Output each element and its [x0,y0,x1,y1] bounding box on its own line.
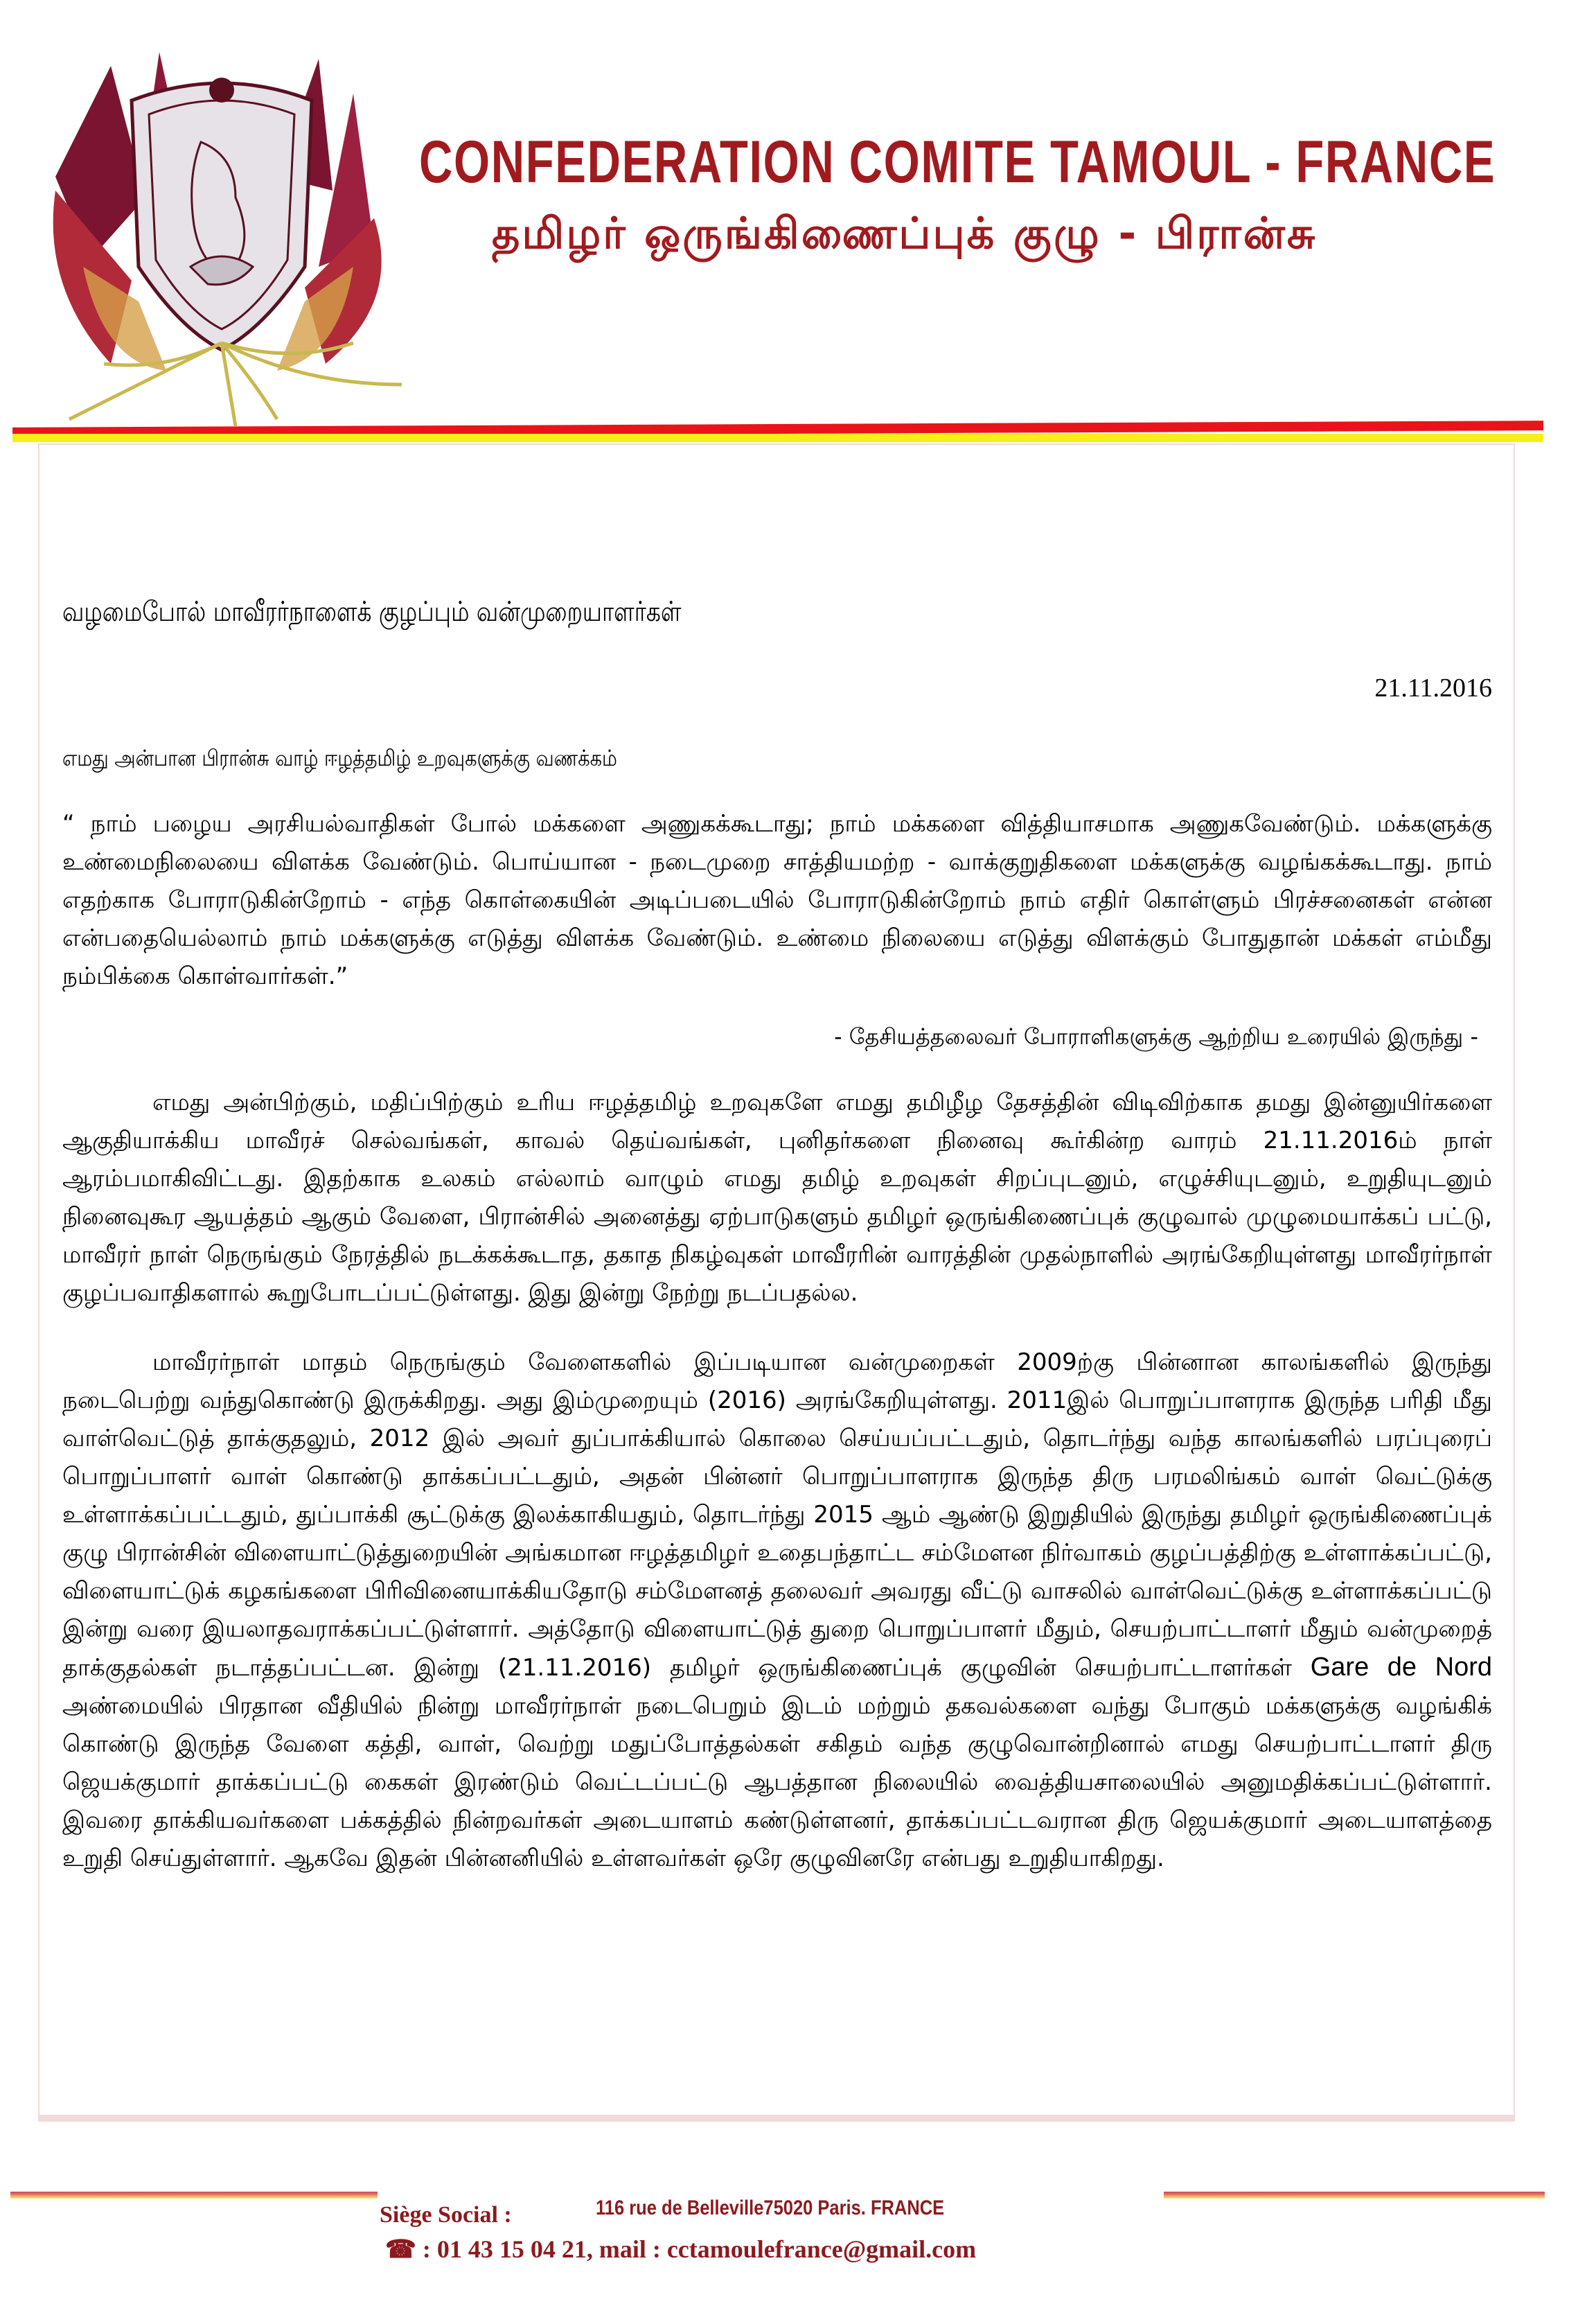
organization-name-english: CONFEDERATION COMITE TAMOUL - FRANCE [419,129,1496,195]
telephone-icon: ☎ [385,2235,416,2263]
emblem-flower-logo [28,38,416,426]
paragraph-3-part1: மாவீரர்நாள் மாதம் நெருங்கும் வேளைகளில் இப்படியான வன்முறைகள் 2009ற்கு பின்னான காலங்களில் இருந்து நடைபெற்று வந்துகொண்டு இருக்கிறது. அது இம்முறையும் (2016) அரங்கேறியுள்ளது. 2011இல் பொறுப்பாளராக இருந்த பரிதி மீது வாள்வெட்டுத் தாக்குதலும், 2012 இல் அவர் துப்பாக்கியால் கொலை செய்யப்பட்டதும், தொடர்ந்து வந்த காலங்களில் பரப்புரைப் பொறுப்பாளர் வாள் கொண்டு தாக்கப்பட்டதும், அதன் பின்னர் பொறுப்பாளராக இருந்த திரு பரமலிங்கம் வாள் வெட்டுக்கு உள்ளாக்கப்பட்டதும், துப்பாக்கி சூட்டுக்கு இலக்காகியதும், தொடர்ந்து 2015 ஆம் ஆண்டு இறுதியில் இருந்து தமிழர் ஒருங்கிணைப்புக் குழு பிரான்சின் விளையாட்டுத்துறையின் அங்கமான ஈழத்தமிழர் உதைபந்தாட்ட சம்மேளன நிர்வாகம் குழப்பத்திற்கு உள்ளாக்கப்பட்டு, விளையாட்டுக் கழகங்களை பிரிவினையாக்கியதோடு சம்மேளனத் தலைவர் அவரது வீட்டு வாசலில் வாள்வெட்டுக்கு உள்ளாக்கப்பட்டு இன்று வரை இயலாதவராக்கப்பட்டுள்ளார். அத்தோடு விளையாட்டுத் துறை பொறுப்பாளர் மீதும், செயற்பாட்டாளர் மீதும் வன்முறைத் தாக்குதல்கள் நடாத்தப்பட்டன. இன்று (21.11.2016) தமிழர் ஒருங்கிணைப்புக் குழுவின் செயற்பாட்டாளர்கள் [62,1348,1492,1682]
flower-stamens [69,343,402,426]
place-name: Gare de Nord [1310,1653,1492,1682]
paragraph-2: எமது அன்பிற்கும், மதிப்பிற்கும் உரிய ஈழத்தமிழ் உறவுகளே எமது தமிழீழ தேசத்தின் விடிவிற்காக தமது இன்னுயிர்களை ஆகுதியாக்கிய மாவீரச் செல்வங்கள், காவல் தெய்வங்கள், புனிதர்களை நினைவு கூர்கின்ற வாரம் 21.11.2016ம் நாள் ஆரம்பமாகிவிட்டது. இதற்காக உலகம் எல்லாம் வாழும் எமது தமிழ் உறவுகள் சிறப்புடனும், எழுச்சியுடனும், உறுதியுடனும் நினைவுகூர ஆயத்தம் ஆகும் வேளை, பிரான்சில் அனைத்து ஏற்பாடுகளும் தமிழர் ஒருங்கிணைப்புக் குழுவால் முழுமையாக்கப் பட்டு, மாவீரர் நாள் நெருங்கும் நேரத்தில் நடக்கக்கூடாத, தகாத நிகழ்வுகள் மாவீரரின் வாரத்தின் முதல்நாளில் அரங்கேறியுள்ளது மாவீரர்நாள் குழப்பவாதிகளால் கூறுபோடப்பட்டுள்ளது. இது இன்று நேற்று நடப்பதல்ல. [62,1089,1492,1307]
organization-name-tamil: தமிழர் ஒருங்கிணைப்புக் குழு - பிரான்சு [492,208,1318,258]
quote-attribution: - தேசியத்தலைவர் போராளிகளுக்கு ஆற்றிய உரையில் இருந்து - [834,1023,1478,1050]
document-title: வழமைபோல் மாவீரர்நாளைக் குழப்பும் வன்முறையாளர்கள் [62,596,682,628]
greeting: எமது அன்பான பிரான்சு வாழ் ஈழத்தமிழ் உறவுகளுக்கு வணக்கம் [62,745,617,771]
leader-quote: “ நாம் பழைய அரசியல்வாதிகள் போல் மக்களை அணுகக்கூடாது; நாம் மக்களை வித்தியாசமாக அணுகவேண்டும். மக்களுக்கு உண்மைநிலையை விளக்க வேண்டும். பொய்யான - நடைமுறை சாத்தியமற்ற - வாக்குறுதிகளை மக்களுக்கு வழங்கக்கூடாது. நாம் எதற்காக போராடுகின்றோம் - எந்த கொள்கையின் அடிப்படையில் போராடுகின்றோம் நாம் எதிர் கொள்ளும் பிரச்சனைகள் என்ன என்பதையெல்லாம் நாம் மக்களுக்கு எடுத்து விளக்க வேண்டும். உண்மை நிலையை எடுத்து விளக்கும் போதுதான் மக்கள் எம்மீது நம்பிக்கை கொள்வார்கள்.” [62,810,1492,990]
header-band-yellow [12,434,1543,442]
footer-address: 116 rue de Belleville75020 Paris. FRANCE [596,2197,945,2219]
footer-contact [385,2235,976,2264]
siege-label: Siège Social : [380,2202,512,2228]
footer-contact-text: : 01 43 15 04 21, mail : cctamoulefrance@gmail.com [416,2235,977,2263]
document-date: 21.11.2016 [1374,674,1492,703]
letter-body [62,596,1492,1901]
shield-emblem [132,78,312,350]
paragraph-3 [62,1344,1492,1878]
paragraph-3-part2: அண்மையில் பிரதான வீதியில் நின்று மாவீரர்நாள் நடைபெறும் இடம் மற்றும் தகவல்களை வந்து போகும் மக்களுக்கு வழங்கிக் கொண்டு இருந்த வேளை கத்தி, வாள், வெற்று மதுப்போத்தல்கள் சகிதம் வந்த குழுவொன்றினால் எமது செயற்பாட்டாளர் திரு ஜெயக்குமார் தாக்கப்பட்டு கைகள் இரண்டும் வெட்டப்பட்டு ஆபத்தான நிலையில் வைத்தியசாலையில் அனுமதிக்கப்பட்டுள்ளார். இவரை தாக்கியவர்களை பக்கத்தில் நின்றவர்கள் அடையாளம் கண்டுள்ளனர், தாக்கப்பட்டவரான திரு ஜெயக்குமார் அடையாளத்தை உறுதி செய்துள்ளார். ஆகவே இதன் பின்னனியில் உள்ளவர்கள் ஒரே குழுவினரே என்பது உறுதியாகிறது. [62,1692,1492,1872]
